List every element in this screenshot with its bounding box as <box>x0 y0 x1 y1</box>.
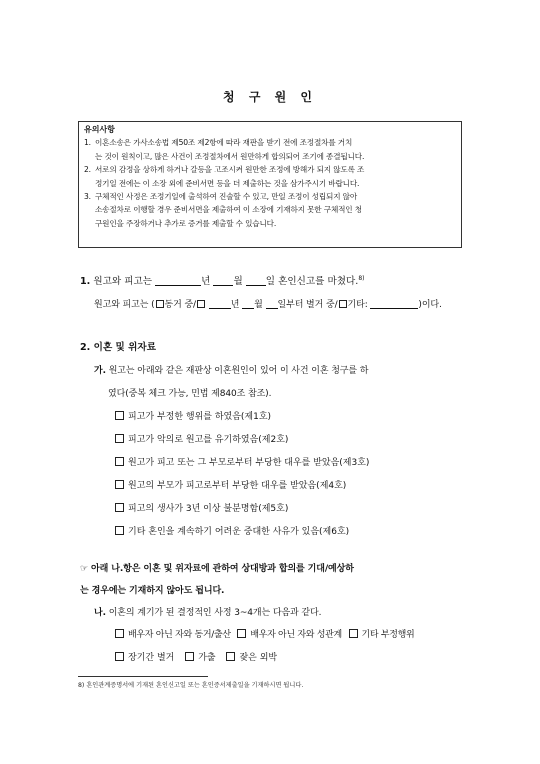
subsection-na-line <box>94 605 321 618</box>
footnote-text: 8) 혼인관계증명서에 기재된 혼인신고일 또는 혼인증서제출일을 기재하시면 됩니다. <box>78 682 304 689</box>
line-end: )이다. <box>418 300 442 310</box>
cause-item[interactable] <box>349 630 415 640</box>
divorce-reason-item[interactable] <box>115 409 271 422</box>
subsection-ga-line-2: 였다(중복 체크 가능, 민법 제840조 참조). <box>108 389 272 399</box>
notice-item-text: 는 것이 원칙이고, 많은 사건이 조정절차에서 원만하게 합의되어 조기에 종결됩니다. <box>95 151 365 161</box>
subsection-text: 원고는 아래와 같은 재판상 이혼원인이 있어 이 사건 이혼 청구를 하 <box>108 366 369 376</box>
cause-label: 배우자 아닌 자와 성관계 <box>250 630 342 640</box>
note-line-2: 는 경우에는 기재하지 않아도 됩니다. <box>80 586 225 596</box>
notice-item-text: 서로의 감정을 상하게 하거나 갈등을 고조시켜 원만한 조정에 방해가 되지 않도록 조 <box>95 165 365 175</box>
cohabit-label: 동거 중/ <box>164 300 196 310</box>
cause-label: 기타 부정행위 <box>361 630 415 640</box>
divorce-reason-item[interactable] <box>115 455 369 468</box>
year-label: 년 <box>230 300 240 310</box>
notice-heading: 유의사항 <box>84 125 115 134</box>
marriage-month-field[interactable] <box>213 276 233 286</box>
cause-label: 장기간 별거 <box>128 653 175 663</box>
divorce-reason-item[interactable] <box>115 478 346 491</box>
notice-item-number: 2. <box>84 165 91 175</box>
divorce-reason-item[interactable] <box>115 432 288 445</box>
year-label: 년 <box>201 276 211 287</box>
subsection-label: 나. <box>94 608 106 618</box>
checkbox[interactable] <box>185 652 194 661</box>
section-1-lead: 원고와 피고는 <box>93 276 153 287</box>
note-line <box>80 561 354 574</box>
checkbox[interactable] <box>115 457 124 466</box>
reason-label: 피고가 악의로 원고를 유기하였음(제2호) <box>128 435 289 445</box>
section-2-heading <box>80 339 156 353</box>
notice-item-text: 구체적인 사정은 조정기일에 출석하여 진술할 수 있고, 만일 조정이 성립되지 않아 <box>95 192 358 202</box>
checkbox[interactable] <box>349 629 358 638</box>
checkbox[interactable] <box>115 526 124 535</box>
subsection-label: 가. <box>94 366 106 376</box>
notice-item-number: 3. <box>84 192 91 202</box>
cause-item[interactable] <box>115 653 174 663</box>
notice-box <box>78 121 462 248</box>
other-status-field[interactable] <box>370 299 418 309</box>
other-status-checkbox[interactable] <box>339 300 347 308</box>
reason-label: 원고의 부모가 피고로부터 부당한 대우를 받았음(제4호) <box>128 481 347 491</box>
reason-label: 피고의 생사가 3년 이상 불분명함(제5호) <box>128 504 289 514</box>
cohabitation-lead: 원고와 피고는 ( <box>94 300 155 310</box>
pointing-hand-icon: ☞ <box>80 564 88 574</box>
subsection-text: 이혼의 계기가 된 결정적인 사정 3~4개는 다음과 같다. <box>108 608 322 618</box>
cause-label: 잦은 외박 <box>239 653 278 663</box>
notice-item-number: 1. <box>84 138 91 148</box>
cohabit-checkbox[interactable] <box>156 300 164 308</box>
cause-item[interactable] <box>185 653 215 663</box>
notice-item-text: 구원인을 주장하거나 추가로 증거를 제출할 수 있습니다. <box>95 218 277 228</box>
reason-label: 기타 혼인을 계속하기 어려운 중대한 사유가 있음(제6호) <box>128 527 350 537</box>
causes-row-2 <box>115 650 277 663</box>
marriage-year-field[interactable] <box>155 276 201 286</box>
separation-day-field[interactable] <box>266 299 278 309</box>
separation-month-field[interactable] <box>242 299 254 309</box>
cause-item[interactable] <box>226 653 277 663</box>
checkbox[interactable] <box>115 503 124 512</box>
reason-label: 원고가 피고 또는 그 부모로부터 부당한 대우를 받았음(제3호) <box>128 458 370 468</box>
marriage-day-field[interactable] <box>246 276 266 286</box>
cause-item[interactable] <box>115 630 231 640</box>
notice-item <box>84 163 456 190</box>
checkbox[interactable] <box>115 652 124 661</box>
subsection-ga-line <box>94 363 368 376</box>
other-label: 기타: <box>347 300 368 310</box>
notice-item-text: 소송절차로 이행할 경우 준비서면을 제출하여 이 소장에 기재하지 못한 구체적인 청 <box>95 205 362 215</box>
separation-checkbox[interactable] <box>197 300 205 308</box>
section-number: 1. <box>80 276 91 287</box>
notice-item-text: 이혼소송은 가사소송법 제50조 제2항에 따라 재판을 받기 전에 조정절차를 거치 <box>95 138 353 148</box>
notice-item <box>84 136 456 163</box>
checkbox[interactable] <box>115 434 124 443</box>
checkbox[interactable] <box>237 629 246 638</box>
cause-label: 배우자 아닌 자와 동거/출산 <box>128 630 231 640</box>
month-label: 월 <box>233 276 243 287</box>
notice-item <box>84 190 456 230</box>
reason-label: 피고가 부정한 행위를 하였음(제1호) <box>128 412 272 422</box>
checkbox[interactable] <box>115 411 124 420</box>
separation-year-field[interactable] <box>209 299 231 309</box>
page-title: 청 구 원 인 <box>223 90 317 104</box>
separation-label: 일부터 별거 중/ <box>277 300 338 310</box>
checkbox[interactable] <box>226 652 235 661</box>
month-label: 월 <box>254 300 263 310</box>
footnote-ref: 8) <box>358 275 365 282</box>
checkbox[interactable] <box>115 629 124 638</box>
causes-row-1 <box>115 627 414 640</box>
checkbox[interactable] <box>115 480 124 489</box>
day-label: 일 혼인신고를 마쳤다. <box>265 276 359 287</box>
section-number: 2. <box>80 342 91 353</box>
cause-label: 가출 <box>198 653 216 663</box>
cause-item[interactable] <box>237 630 342 640</box>
section-1-line <box>80 273 365 287</box>
note-text: 아래 나.항은 이혼 및 위자료에 관하여 상대방과 합의를 기대/예상하 <box>91 564 354 574</box>
notice-item-text: 정기일 전에는 이 소장 외에 준비서면 등을 더 제출하는 것을 삼가주시기 바랍니다. <box>95 178 360 188</box>
section-heading: 이혼 및 위자료 <box>93 342 156 353</box>
divorce-reason-item[interactable] <box>115 501 288 514</box>
footnote-divider <box>78 676 208 677</box>
cohabitation-status-line <box>94 297 442 310</box>
divorce-reason-item[interactable] <box>115 524 349 537</box>
